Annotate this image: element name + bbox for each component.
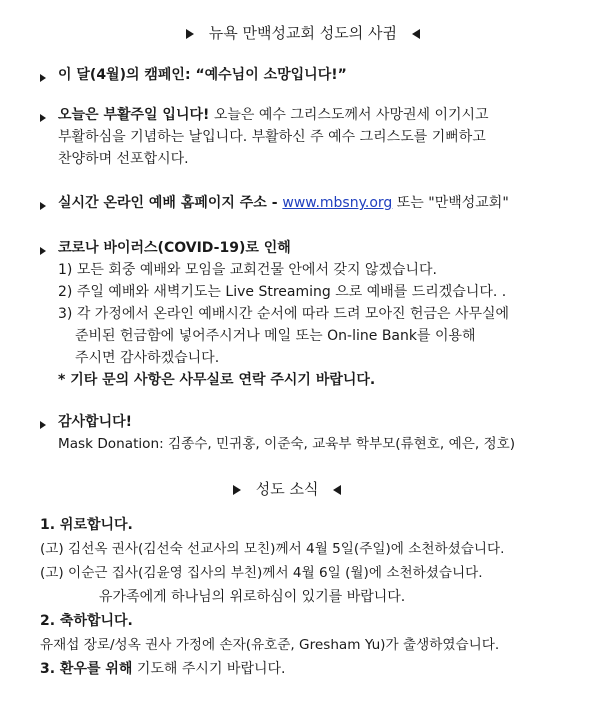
triangle-left-icon xyxy=(412,29,420,39)
covid-heading: 코로나 바이러스(COVID-19)로 인해 xyxy=(58,240,291,256)
page-title: 뉴욕 만백성교회 성도의 사귐 xyxy=(208,24,397,42)
condolence-item-2: (고) 이순근 집사(김윤영 집사의 부친)께서 4월 6일 (월)에 소천하셨습니다. xyxy=(40,565,483,581)
covid-item-3-cont: 준비된 헌금함에 넣어주시거나 메일 또는 On-line Bank를 이용해 xyxy=(75,328,476,344)
bullet-icon xyxy=(40,107,46,129)
prayer-line: 3. 환우를 위해 기도해 주시기 바랍니다. xyxy=(40,661,286,677)
condolence-item-1: (고) 김선옥 권사(김선숙 선교사의 모친)께서 4월 5일(주일)에 소천하셨습니다. xyxy=(40,541,505,557)
covid-item-3: 3) 각 가정에서 온라인 예배시간 순서에 따라 드려 모아진 헌금은 사무실에 xyxy=(58,306,510,322)
condolence-item-3: 유가족에게 하나님의 위로하심이 있기를 바랍니다. xyxy=(99,589,406,605)
triangle-left-icon xyxy=(333,485,341,495)
bullet-icon xyxy=(40,67,46,89)
page-header xyxy=(186,22,420,44)
covid-item-3-end: 주시면 감사하겠습니다. xyxy=(75,350,220,366)
covid-note: * 기타 문의 사항은 사무실로 연락 주시기 바랍니다. xyxy=(58,372,376,388)
bullet-icon xyxy=(40,195,46,217)
thanks-heading: 감사합니다! xyxy=(58,414,133,430)
triangle-right-icon xyxy=(186,29,194,39)
homepage-link[interactable]: www.mbsny.org xyxy=(282,195,393,211)
mask-donation-line: Mask Donation: 김종수, 민귀홍, 이준숙, 교육부 학부모(류현호, 예은, 정호) xyxy=(58,436,516,452)
bullet-icon xyxy=(40,240,46,262)
online-worship-line: 실시간 온라인 예배 홈페이지 주소 - www.mbsny.org 또는 "만백성교회" xyxy=(58,195,509,211)
celebrate-heading: 2. 축하합니다. xyxy=(40,613,133,629)
easter-line-3: 찬양하며 선포합시다. xyxy=(58,151,189,167)
easter-line-1: 오늘은 부활주일 입니다! 오늘은 예수 그리스도께서 사망권세 이기시고 xyxy=(58,107,489,123)
celebrate-item-1: 유재섭 장로/성옥 권사 가정에 손자(유호준, Gresham Yu)가 출생하였습니다. xyxy=(40,637,500,653)
news-header xyxy=(233,478,341,500)
covid-item-2: 2) 주일 예배와 새벽기도는 Live Streaming 으로 예배를 드리겠습니다. . xyxy=(58,284,507,300)
campaign-line: 이 달(4월)의 캠페인: “예수님이 소망입니다!” xyxy=(58,67,347,83)
news-title: 성도 소식 xyxy=(255,480,319,498)
easter-line-2: 부활하심을 기념하는 날입니다. 부활하신 주 예수 그리스도를 기뻐하고 xyxy=(58,129,486,145)
triangle-right-icon xyxy=(233,485,241,495)
bullet-icon xyxy=(40,414,46,436)
covid-item-1: 1) 모든 회중 예배와 모임을 교회건물 안에서 갖지 않겠습니다. xyxy=(58,262,437,278)
condolence-heading: 1. 위로합니다. xyxy=(40,517,133,533)
